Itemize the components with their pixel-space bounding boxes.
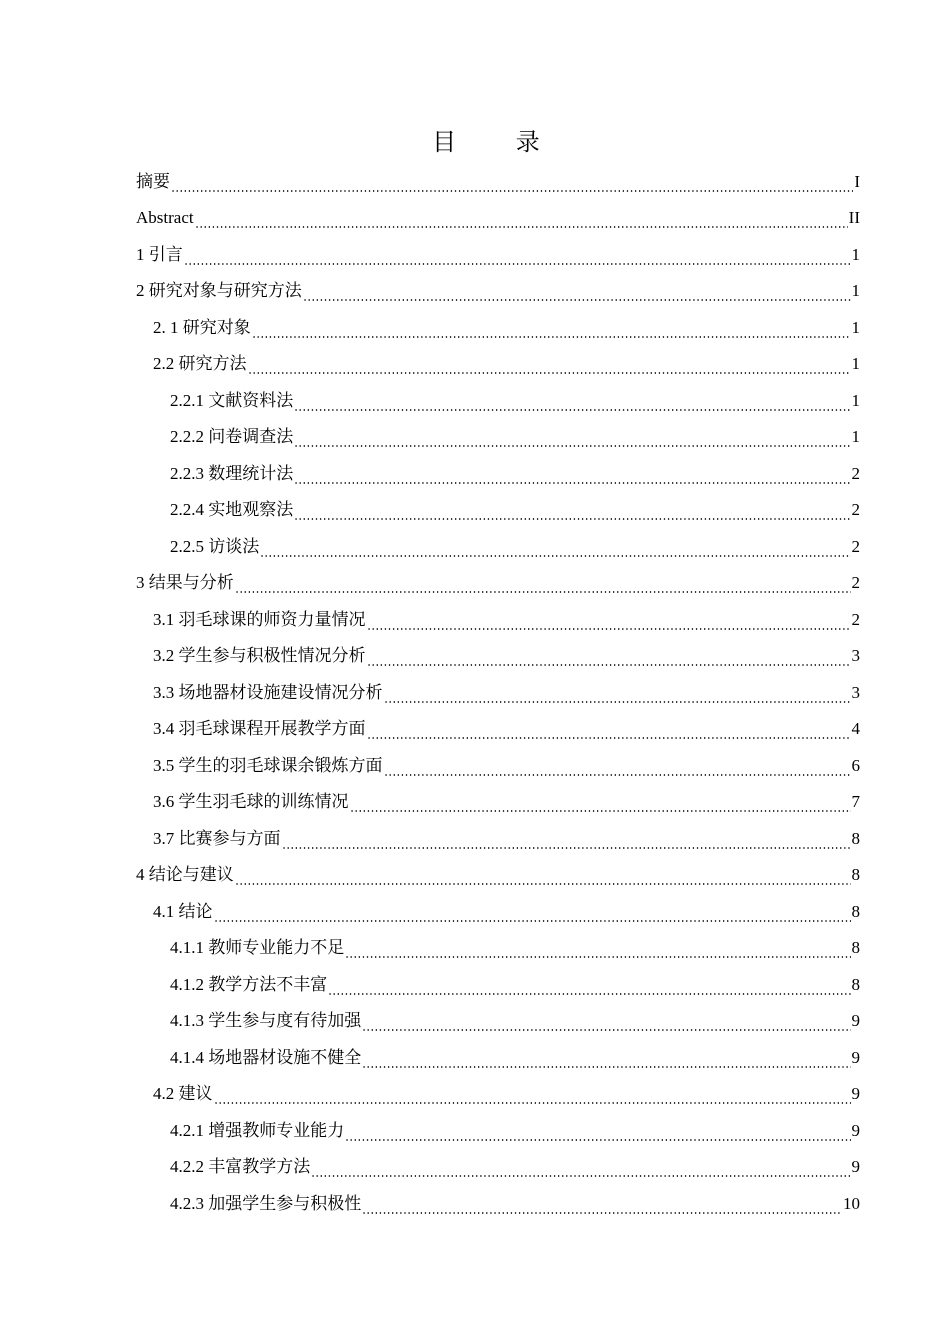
toc-leader-dots — [171, 173, 853, 193]
toc-entry[interactable] — [170, 1002, 860, 1032]
toc-entry-label: 2.2.2 问卷调查法 — [170, 427, 294, 446]
toc-leader-dots — [260, 538, 850, 558]
toc-entry-label: 4.2.1 增强教师专业能力 — [170, 1121, 345, 1140]
toc-title: 目 录 — [432, 128, 566, 156]
toc-entry[interactable] — [136, 163, 860, 193]
toc-entry-page: II — [848, 208, 860, 227]
toc-entry-page: 2 — [851, 610, 860, 629]
toc-entry-label: 1 引言 — [136, 245, 183, 264]
toc-entry-label: 3 结果与分析 — [136, 573, 234, 592]
toc-leader-dots — [362, 1012, 850, 1032]
toc-entry-page: 2 — [851, 464, 860, 483]
toc-entry-label: 3.1 羽毛球课的师资力量情况 — [153, 610, 366, 629]
toc-entry-label: 4.2.3 加强学生参与积极性 — [170, 1194, 362, 1213]
toc-leader-dots — [303, 282, 851, 302]
toc-leader-dots — [367, 611, 851, 631]
toc-entry[interactable] — [153, 747, 860, 777]
toc-entry-page: 6 — [851, 756, 860, 775]
toc-entry-page: 7 — [851, 792, 860, 811]
toc-entry-label: 3.5 学生的羽毛球课余锻炼方面 — [153, 756, 383, 775]
toc-entry[interactable] — [170, 491, 860, 521]
toc-entry[interactable] — [153, 1075, 860, 1105]
toc-entry[interactable] — [170, 418, 860, 448]
toc-leader-dots — [350, 793, 851, 813]
toc-entry-page: 9 — [851, 1084, 860, 1103]
toc-leader-dots — [184, 246, 851, 266]
toc-entry-page: 1 — [851, 245, 860, 264]
toc-entry[interactable] — [136, 199, 860, 229]
toc-entry-page: 8 — [851, 938, 860, 957]
toc-leader-dots — [294, 392, 850, 412]
toc-entry-page: 2 — [851, 500, 860, 519]
toc-entry-page: 9 — [851, 1048, 860, 1067]
toc-entry-label: 2.2.3 数理统计法 — [170, 464, 294, 483]
toc-leader-dots — [294, 465, 850, 485]
toc-entry-page: 8 — [851, 902, 860, 921]
toc-entry[interactable] — [153, 345, 860, 375]
toc-leader-dots — [248, 355, 851, 375]
toc-entry[interactable] — [170, 1112, 860, 1142]
toc-entry-page: 9 — [851, 1157, 860, 1176]
toc-leader-dots — [195, 209, 848, 229]
toc-entry-page: 3 — [851, 646, 860, 665]
toc-entry-label: 4.1.2 教学方法不丰富 — [170, 975, 328, 994]
toc-leader-dots — [294, 501, 850, 521]
toc-entry-label: Abstract — [136, 208, 194, 227]
toc-entry-page: 3 — [851, 683, 860, 702]
toc-leader-dots — [214, 903, 851, 923]
toc-entry[interactable] — [170, 382, 860, 412]
toc-entry[interactable] — [153, 637, 860, 667]
toc-leader-dots — [214, 1085, 851, 1105]
toc-entry-label: 3.6 学生羽毛球的训练情况 — [153, 792, 349, 811]
toc-leader-dots — [345, 1122, 850, 1142]
toc-entry-page: 2 — [851, 573, 860, 592]
toc-entry[interactable] — [170, 528, 860, 558]
toc-entry-label: 4.1.1 教师专业能力不足 — [170, 938, 345, 957]
toc-entry-label: 3.4 羽毛球课程开展教学方面 — [153, 719, 366, 738]
toc-entry-page: I — [854, 172, 860, 191]
toc-entry-page: 8 — [851, 865, 860, 884]
toc-leader-dots — [311, 1158, 850, 1178]
toc-entry-label: 3.2 学生参与积极性情况分析 — [153, 646, 366, 665]
toc-entry-page: 9 — [851, 1011, 860, 1030]
toc-entry-page: 9 — [851, 1121, 860, 1140]
toc-entry-label: 4.2 建议 — [153, 1084, 213, 1103]
toc-entry-page: 8 — [851, 975, 860, 994]
toc-entry-page: 10 — [843, 1194, 860, 1213]
toc-leader-dots — [345, 939, 850, 959]
toc-entry[interactable] — [153, 710, 860, 740]
toc-leader-dots — [367, 720, 851, 740]
toc-entry-label: 4.1 结论 — [153, 902, 213, 921]
toc-entry[interactable] — [170, 1185, 860, 1215]
toc-entry[interactable] — [153, 601, 860, 631]
toc-entry-label: 4 结论与建议 — [136, 865, 234, 884]
toc-entry-page: 8 — [851, 829, 860, 848]
toc-entry[interactable] — [153, 893, 860, 923]
toc-entry-page: 1 — [851, 318, 860, 337]
toc-entry-label: 2.2.4 实地观察法 — [170, 500, 294, 519]
toc-entry[interactable] — [170, 1039, 860, 1069]
toc-entry[interactable] — [153, 783, 860, 813]
toc-entry[interactable] — [170, 1148, 860, 1178]
toc-leader-dots — [362, 1049, 850, 1069]
toc-entry[interactable] — [153, 674, 860, 704]
toc-leader-dots — [367, 647, 851, 667]
toc-entry-label: 2.2 研究方法 — [153, 354, 247, 373]
toc-entry-page: 1 — [851, 354, 860, 373]
toc-leader-dots — [384, 684, 851, 704]
toc-entry-page: 1 — [851, 427, 860, 446]
toc-leader-dots — [328, 976, 850, 996]
toc-entry-label: 2 研究对象与研究方法 — [136, 281, 302, 300]
toc-leader-dots — [252, 319, 851, 339]
toc-leader-dots — [362, 1195, 842, 1215]
toc-entry-page: 4 — [851, 719, 860, 738]
toc-leader-dots — [235, 574, 851, 594]
toc-entry-label: 2. 1 研究对象 — [153, 318, 251, 337]
toc-entry[interactable] — [136, 272, 860, 302]
toc-entry-page: 2 — [851, 537, 860, 556]
toc-entry-page: 1 — [851, 281, 860, 300]
toc-entry-label: 3.3 场地器材设施建设情况分析 — [153, 683, 383, 702]
toc-entry[interactable] — [153, 309, 860, 339]
toc-entry[interactable] — [170, 455, 860, 485]
toc-entry[interactable] — [170, 966, 860, 996]
toc-entry-label: 4.2.2 丰富教学方法 — [170, 1157, 311, 1176]
toc-leader-dots — [384, 757, 851, 777]
toc-entry-label: 4.1.4 场地器材设施不健全 — [170, 1048, 362, 1067]
toc-entry[interactable] — [136, 564, 860, 594]
toc-leader-dots — [294, 428, 850, 448]
toc-entry-label: 3.7 比赛参与方面 — [153, 829, 281, 848]
toc-entry[interactable] — [136, 236, 860, 266]
toc-entry[interactable] — [153, 820, 860, 850]
toc-entry-label: 摘要 — [136, 172, 170, 191]
toc-entry-page: 1 — [851, 391, 860, 410]
toc-leader-dots — [235, 866, 851, 886]
toc-leader-dots — [282, 830, 851, 850]
toc-entry[interactable] — [170, 929, 860, 959]
toc-entry-label: 2.2.5 访谈法 — [170, 537, 260, 556]
toc-entry-label: 2.2.1 文献资料法 — [170, 391, 294, 410]
toc-entry-label: 4.1.3 学生参与度有待加强 — [170, 1011, 362, 1030]
toc-entry[interactable] — [136, 856, 860, 886]
